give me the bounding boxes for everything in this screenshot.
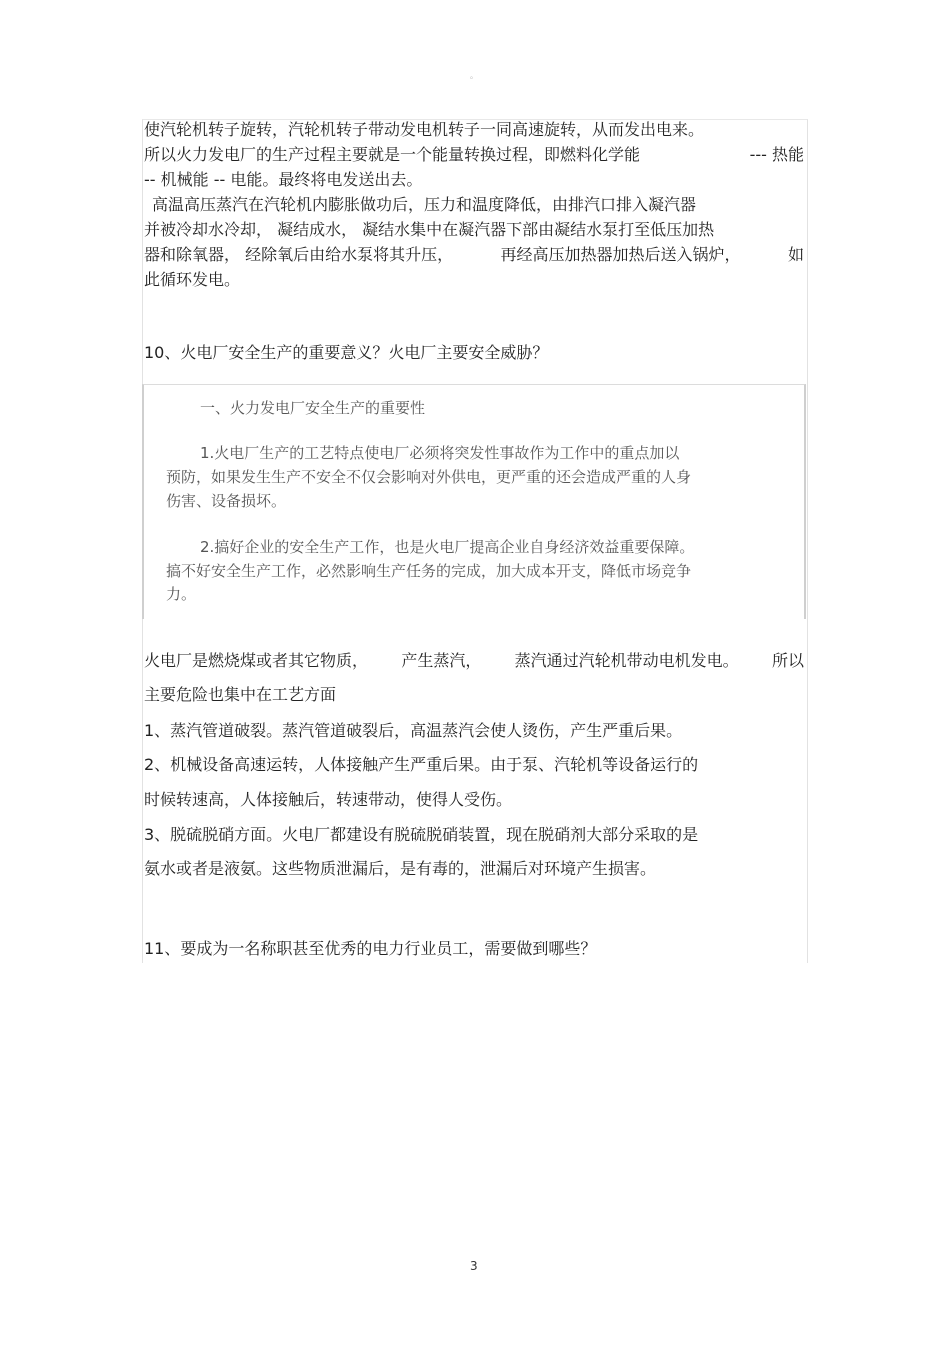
header-mark: 。	[470, 71, 478, 80]
intro-line-1: 使汽轮机转子旋转，汽轮机转子带动发电机转子一同高速旋转，从而发出电来。	[144, 120, 705, 139]
hazard-item-3-line-1: 3、脱硫脱硝方面。火电厂都建设有脱硫脱硝装置，现在脱硝剂大部分采取的是	[144, 825, 699, 844]
question-11-title: 11、要成为一名称职甚至优秀的电力行业员工，需要做到哪些？	[144, 939, 597, 958]
intro-line-6-part-1: 器和除氧器， 经除氧后由给水泵将其升压，	[144, 245, 454, 264]
answer-line-1-part-4: 所以	[771, 651, 804, 670]
excerpt-p2-line-2: 搞不好安全生产工作，必然影响生产任务的完成，加大成本开支，降低市场竞争	[166, 562, 692, 580]
excerpt-p2-line-1: 2.搞好企业的安全生产工作，也是火电厂提高企业自身经济效益重要保障。	[200, 538, 695, 556]
intro-line-2-part-2: --- 热能	[749, 145, 804, 164]
excerpt-p2-line-3: 力。	[166, 585, 197, 603]
hazard-item-1: 1、蒸汽管道破裂。蒸汽管道破裂后，高温蒸汽会使人烫伤，产生严重后果。	[144, 721, 683, 740]
intro-line-7: 此循环发电。	[144, 270, 241, 289]
intro-line-6	[144, 245, 804, 265]
intro-line-6-part-3: 如	[787, 245, 804, 264]
answer-line-1-part-3: 蒸汽通过汽轮机带动电机发电。	[514, 651, 739, 670]
answer-line-1	[144, 651, 804, 671]
answer-line-1-part-2: 产生蒸汽，	[401, 651, 482, 670]
quoted-excerpt-box	[142, 384, 806, 619]
excerpt-p1-line-3: 伤害、设备损坏。	[166, 492, 287, 510]
hazard-item-2-line-1: 2、机械设备高速运转，人体接触产生严重后果。由于泵、汽轮机等设备运行的	[144, 755, 699, 774]
intro-line-4: 高温高压蒸汽在汽轮机内膨胀做功后，压力和温度降低，由排汽口排入凝汽器	[152, 195, 697, 214]
answer-line-1-part-1: 火电厂是燃烧煤或者其它物质，	[144, 651, 369, 670]
intro-line-2-part-1: 所以火力发电厂的生产过程主要就是一个能量转换过程，即燃料化学能	[144, 145, 641, 164]
hazard-item-2-line-2: 时候转速高，人体接触后，转速带动，使得人受伤。	[144, 790, 513, 809]
intro-line-3: -- 机械能 -- 电能。最终将电发送出去。	[144, 170, 423, 189]
intro-line-2	[144, 145, 804, 165]
intro-line-5: 并被冷却水冷却， 凝结成水， 凝结水集中在凝汽器下部由凝结水泵打至低压加热	[144, 220, 715, 239]
excerpt-p1-line-1: 1.火电厂生产的工艺特点使电厂必须将突发性事故作为工作中的重点加以	[200, 444, 680, 462]
answer-line-2: 主要危险也集中在工艺方面	[144, 685, 337, 704]
hazard-item-3-line-2: 氨水或者是液氨。这些物质泄漏后，是有毒的，泄漏后对环境产生损害。	[144, 859, 657, 878]
excerpt-p1-line-2: 预防，如果发生生产不安全不仅会影响对外供电，更严重的还会造成严重的人身	[166, 468, 692, 486]
question-10-title: 10、火电厂安全生产的重要意义？火电厂主要安全威胁？	[144, 343, 549, 362]
excerpt-heading: 一、火力发电厂安全生产的重要性	[200, 399, 426, 417]
page-number: 3	[470, 1259, 478, 1273]
intro-line-6-part-2: 再经高压加热器加热后送入锅炉，	[500, 245, 741, 264]
